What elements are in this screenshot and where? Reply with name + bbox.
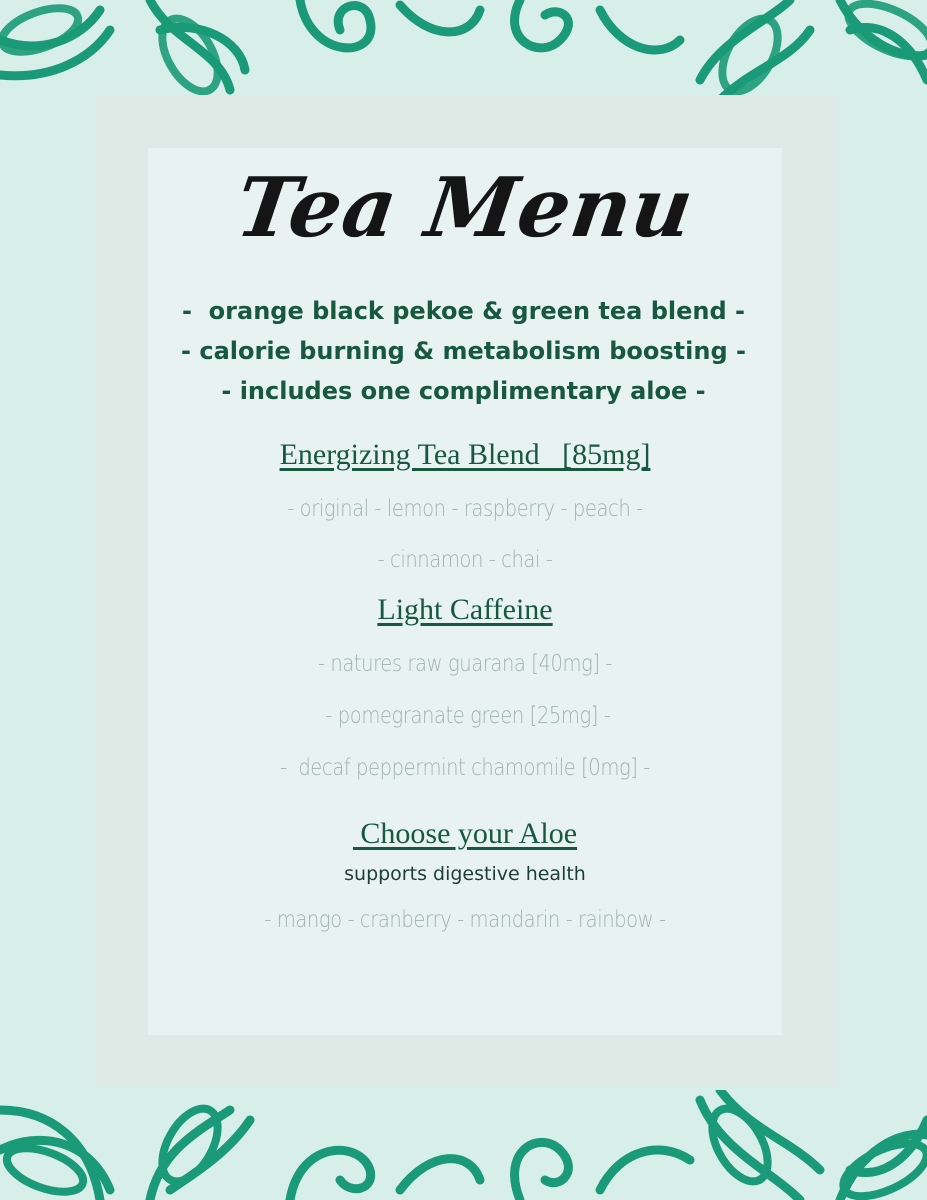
section-heading-energizing: Energizing Tea Blend [85mg]: [279, 438, 651, 471]
section-heading-light-caffeine: Light Caffeine: [377, 593, 553, 626]
tagline-aloe: - includes one complimentary aloe -: [221, 377, 706, 405]
leaf-border-top-decoration: [0, 0, 927, 110]
tagline-calorie: - calorie burning & metabolism boosting -: [181, 337, 746, 365]
menu-panel: [148, 148, 782, 1035]
section-heading-aloe: Choose your Aloe: [352, 817, 578, 850]
aloe-subtitle: supports digestive health: [344, 863, 586, 885]
energizing-flavors-line-1: - original - lemon - raspberry - peach -: [287, 496, 643, 522]
light-caffeine-line-1: - natures raw guarana [40mg] -: [317, 651, 613, 677]
aloe-flavors-line: - mango - cranberry - mandarin - rainbow -: [264, 907, 666, 933]
tagline-blend: - orange black pekoe & green tea blend -: [182, 297, 745, 325]
energizing-flavors-line-2: - cinnamon - chai -: [377, 547, 553, 573]
page-title: Tea Menu: [230, 160, 700, 256]
leaf-border-bottom-decoration: [0, 1090, 927, 1200]
light-caffeine-line-2: - pomegranate green [25mg] -: [319, 703, 611, 729]
light-caffeine-line-3: - decaf peppermint chamomile [0mg] -: [280, 755, 650, 781]
